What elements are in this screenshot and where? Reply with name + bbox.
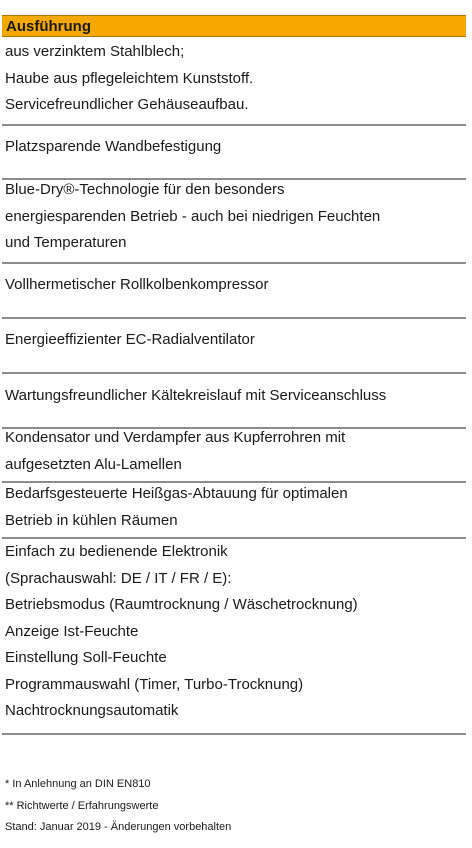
spec-line: Kondensator und Verdampfer aus Kupferrohren mit <box>5 429 346 446</box>
footnote: * In Anlehnung an DIN EN810 <box>5 778 151 790</box>
row-divider <box>2 317 466 319</box>
spec-row-refrigerant-circuit <box>5 383 465 410</box>
spec-line: Energieeffizienter EC-Radialventilator <box>5 331 255 348</box>
spec-row-condenser <box>5 425 465 478</box>
spec-line: Platzsparende Wandbefestigung <box>5 138 222 155</box>
row-divider <box>2 372 466 374</box>
spec-line: Anzeige Ist-Feuchte <box>5 622 139 640</box>
spec-line: Vollhermetischer Rollkolbenkompressor <box>5 276 269 293</box>
spec-line: Betrieb in kühlen Räumen <box>5 511 178 529</box>
spec-row-compressor <box>5 272 465 299</box>
spec-line: (Sprachauswahl: DE / IT / FR / E): <box>5 569 232 587</box>
spec-row-fan <box>5 327 465 354</box>
spec-line: Einfach zu bedienende Elektronik <box>5 543 228 560</box>
spec-line: Nachtrocknungsautomatik <box>5 702 179 719</box>
spec-line: aufgesetzten Alu-Lamellen <box>5 455 182 473</box>
spec-line: aus verzinktem Stahlblech; <box>5 43 185 60</box>
footnote: Stand: Januar 2019 - Änderungen vorbehalten <box>5 821 232 833</box>
row-divider <box>2 262 466 264</box>
spec-line: Servicefreundlicher Gehäuseaufbau. <box>5 96 249 113</box>
spec-line: Wartungsfreundlicher Kältekreislauf mit Serviceanschluss <box>5 387 387 404</box>
spec-line: Haube aus pflegeleichtem Kunststoff. <box>5 69 254 87</box>
spec-row-mounting <box>5 134 465 161</box>
spec-line: Programmauswahl (Timer, Turbo-Trocknung) <box>5 675 304 693</box>
section-header: Ausführung <box>2 15 466 37</box>
footnote: ** Richtwerte / Erfahrungswerte <box>5 800 159 812</box>
row-divider <box>2 124 466 126</box>
spec-line: Blue-Dry®-Technologie für den besonders <box>5 181 285 198</box>
spec-row-housing <box>5 39 465 119</box>
spec-row-electronics <box>5 539 465 725</box>
row-divider <box>2 733 466 735</box>
spec-line: Einstellung Soll-Feuchte <box>5 649 167 666</box>
spec-line: und Temperaturen <box>5 234 127 251</box>
spec-line: Betriebsmodus (Raumtrocknung / Wäschetrocknung) <box>5 596 358 613</box>
spec-row-bluedry <box>5 177 465 257</box>
spec-row-defrost <box>5 481 465 534</box>
spec-line: energiesparenden Betrieb - auch bei niedrigen Feuchten <box>5 207 381 225</box>
spec-line: Bedarfsgesteuerte Heißgas-Abtauung für optimalen <box>5 485 348 502</box>
